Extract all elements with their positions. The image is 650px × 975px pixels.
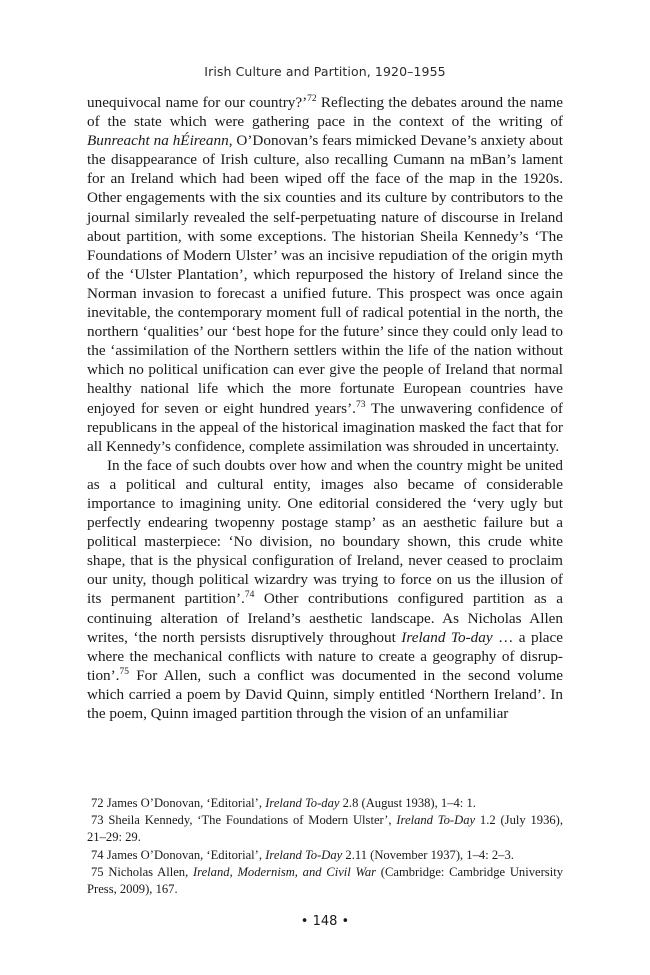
text-run: unequivocal name for our country?’ bbox=[87, 94, 308, 111]
page-number: • 148 • bbox=[300, 914, 350, 929]
text-run: … a place where the mechanical conflicts with nature to create a geography of disrup-tion’. bbox=[87, 628, 564, 684]
italic-title: Ireland To-day bbox=[401, 628, 493, 646]
footnote-ref-75[interactable]: 75 bbox=[119, 666, 129, 677]
footnote-italic: Ireland, Modernism, and Civil War bbox=[192, 864, 377, 879]
footnote-italic: Ireland To-Day bbox=[396, 813, 476, 828]
footnote-75 bbox=[87, 864, 563, 898]
text-run: The unwavering confidence of republicans in the appeal of the historical imagination masked the fact that for all Kennedy’s confidence, complete assimilation was shrouded in uncertainty. bbox=[87, 399, 563, 455]
running-head: Irish Culture and Partition, 1920–1955 bbox=[204, 64, 446, 79]
text-run: In the face of such doubts over how and when the country might be united as a political and cultural entity, images also became of considerable importance to imagining unity. One editorial considered the ‘very ugly but perfectly endearing twopenny postage stamp’ as an aesthetic failure but a political masterpiece: ‘No division, no boundary shown, this crude white shape, that is the physical configuration of Ireland, never ceased to proclaim our unity, though political wizardry was trying to force on us the illusion of its permanent partition’. bbox=[87, 456, 563, 608]
footnote-italic: Ireland To-Day bbox=[265, 847, 343, 862]
footnote-text: 72 James O’Donovan, ‘Editorial’, bbox=[91, 796, 266, 810]
text-run: Reflecting the debates around the name of the state which were gathering pace in the context of the writing of bbox=[87, 94, 563, 131]
footnote-74 bbox=[87, 847, 563, 864]
footnote-text: 1.2 (July 1936), 21–29: 29. bbox=[87, 813, 564, 845]
footnote-72 bbox=[87, 795, 563, 812]
footnote-text: 74 James O’Donovan, ‘Editorial’, bbox=[91, 847, 266, 862]
text-run: , O’Donovan’s fears mimicked Devane’s anxiety about the disappearance of Irish culture, also recalling Cumann na mBan’s lament for an Ireland which had been wiped off the face of the map in the 1920s. Other engagements with the six counties and its culture by contributors to the journal similarly revealed the self-perpetuating nature of discourse in Ireland about partition, with some exceptions. The historian Sheila Kennedy’s ‘The Foundations of Modern Ulster’ was an incisive repudiation of the origin myth of the ‘Ulster Plantation’, which repurposed the history of Ireland since the Norman invasion to forecast a unified future. This prospect was once again inevitable, the contemporary moment full of radical potential in the north, the northern ‘qualities’ our ‘best hope for the future’ since they could only lead to the ‘assimilation of the Northern settlers within the life of the nation without which no political unification can ever give the people of Ireland that normal healthy national life which the more fortunate European countries have enjoyed for seven or eight hundred years’. bbox=[87, 132, 563, 417]
footnote-italic: Ireland To-day bbox=[265, 796, 340, 810]
text-run: Other contributions configured partition as a continuing alteration of Ireland’s aesthetic landscape. As Nicholas Allen writes, ‘the north persists disruptively throughout bbox=[87, 590, 563, 646]
italic-title: Bunreacht na hÉireann bbox=[87, 132, 229, 150]
footnote-73 bbox=[87, 812, 563, 846]
footnotes bbox=[87, 795, 563, 898]
footnote-ref-74[interactable]: 74 bbox=[244, 590, 255, 601]
footnote-ref-72[interactable]: 72 bbox=[307, 93, 317, 104]
paragraph-2 bbox=[87, 456, 563, 723]
footnote-text: 2.11 (November 1937), 1–4: 2–3. bbox=[342, 847, 514, 862]
body-text bbox=[87, 93, 563, 723]
footnote-text: (Cambridge: Cambridge University Press, 2009), 167. bbox=[87, 864, 563, 897]
footnote-text: 2.8 (August 1938), 1–4: 1. bbox=[339, 796, 476, 810]
footnote-text: 75 Nicholas Allen, bbox=[91, 864, 193, 879]
paragraph-1 bbox=[87, 93, 563, 456]
footnote-ref-73[interactable]: 73 bbox=[355, 399, 366, 410]
footnote-text: 73 Sheila Kennedy, ‘The Foundations of Modern Ulster’, bbox=[91, 813, 397, 828]
text-run: For Allen, such a conflict was documented in the second volume which carried a poem by David Quinn, simply entitled ‘Northern Ireland’. In the poem, Quinn imaged partition through the vision of an unfamiliar bbox=[87, 666, 563, 722]
